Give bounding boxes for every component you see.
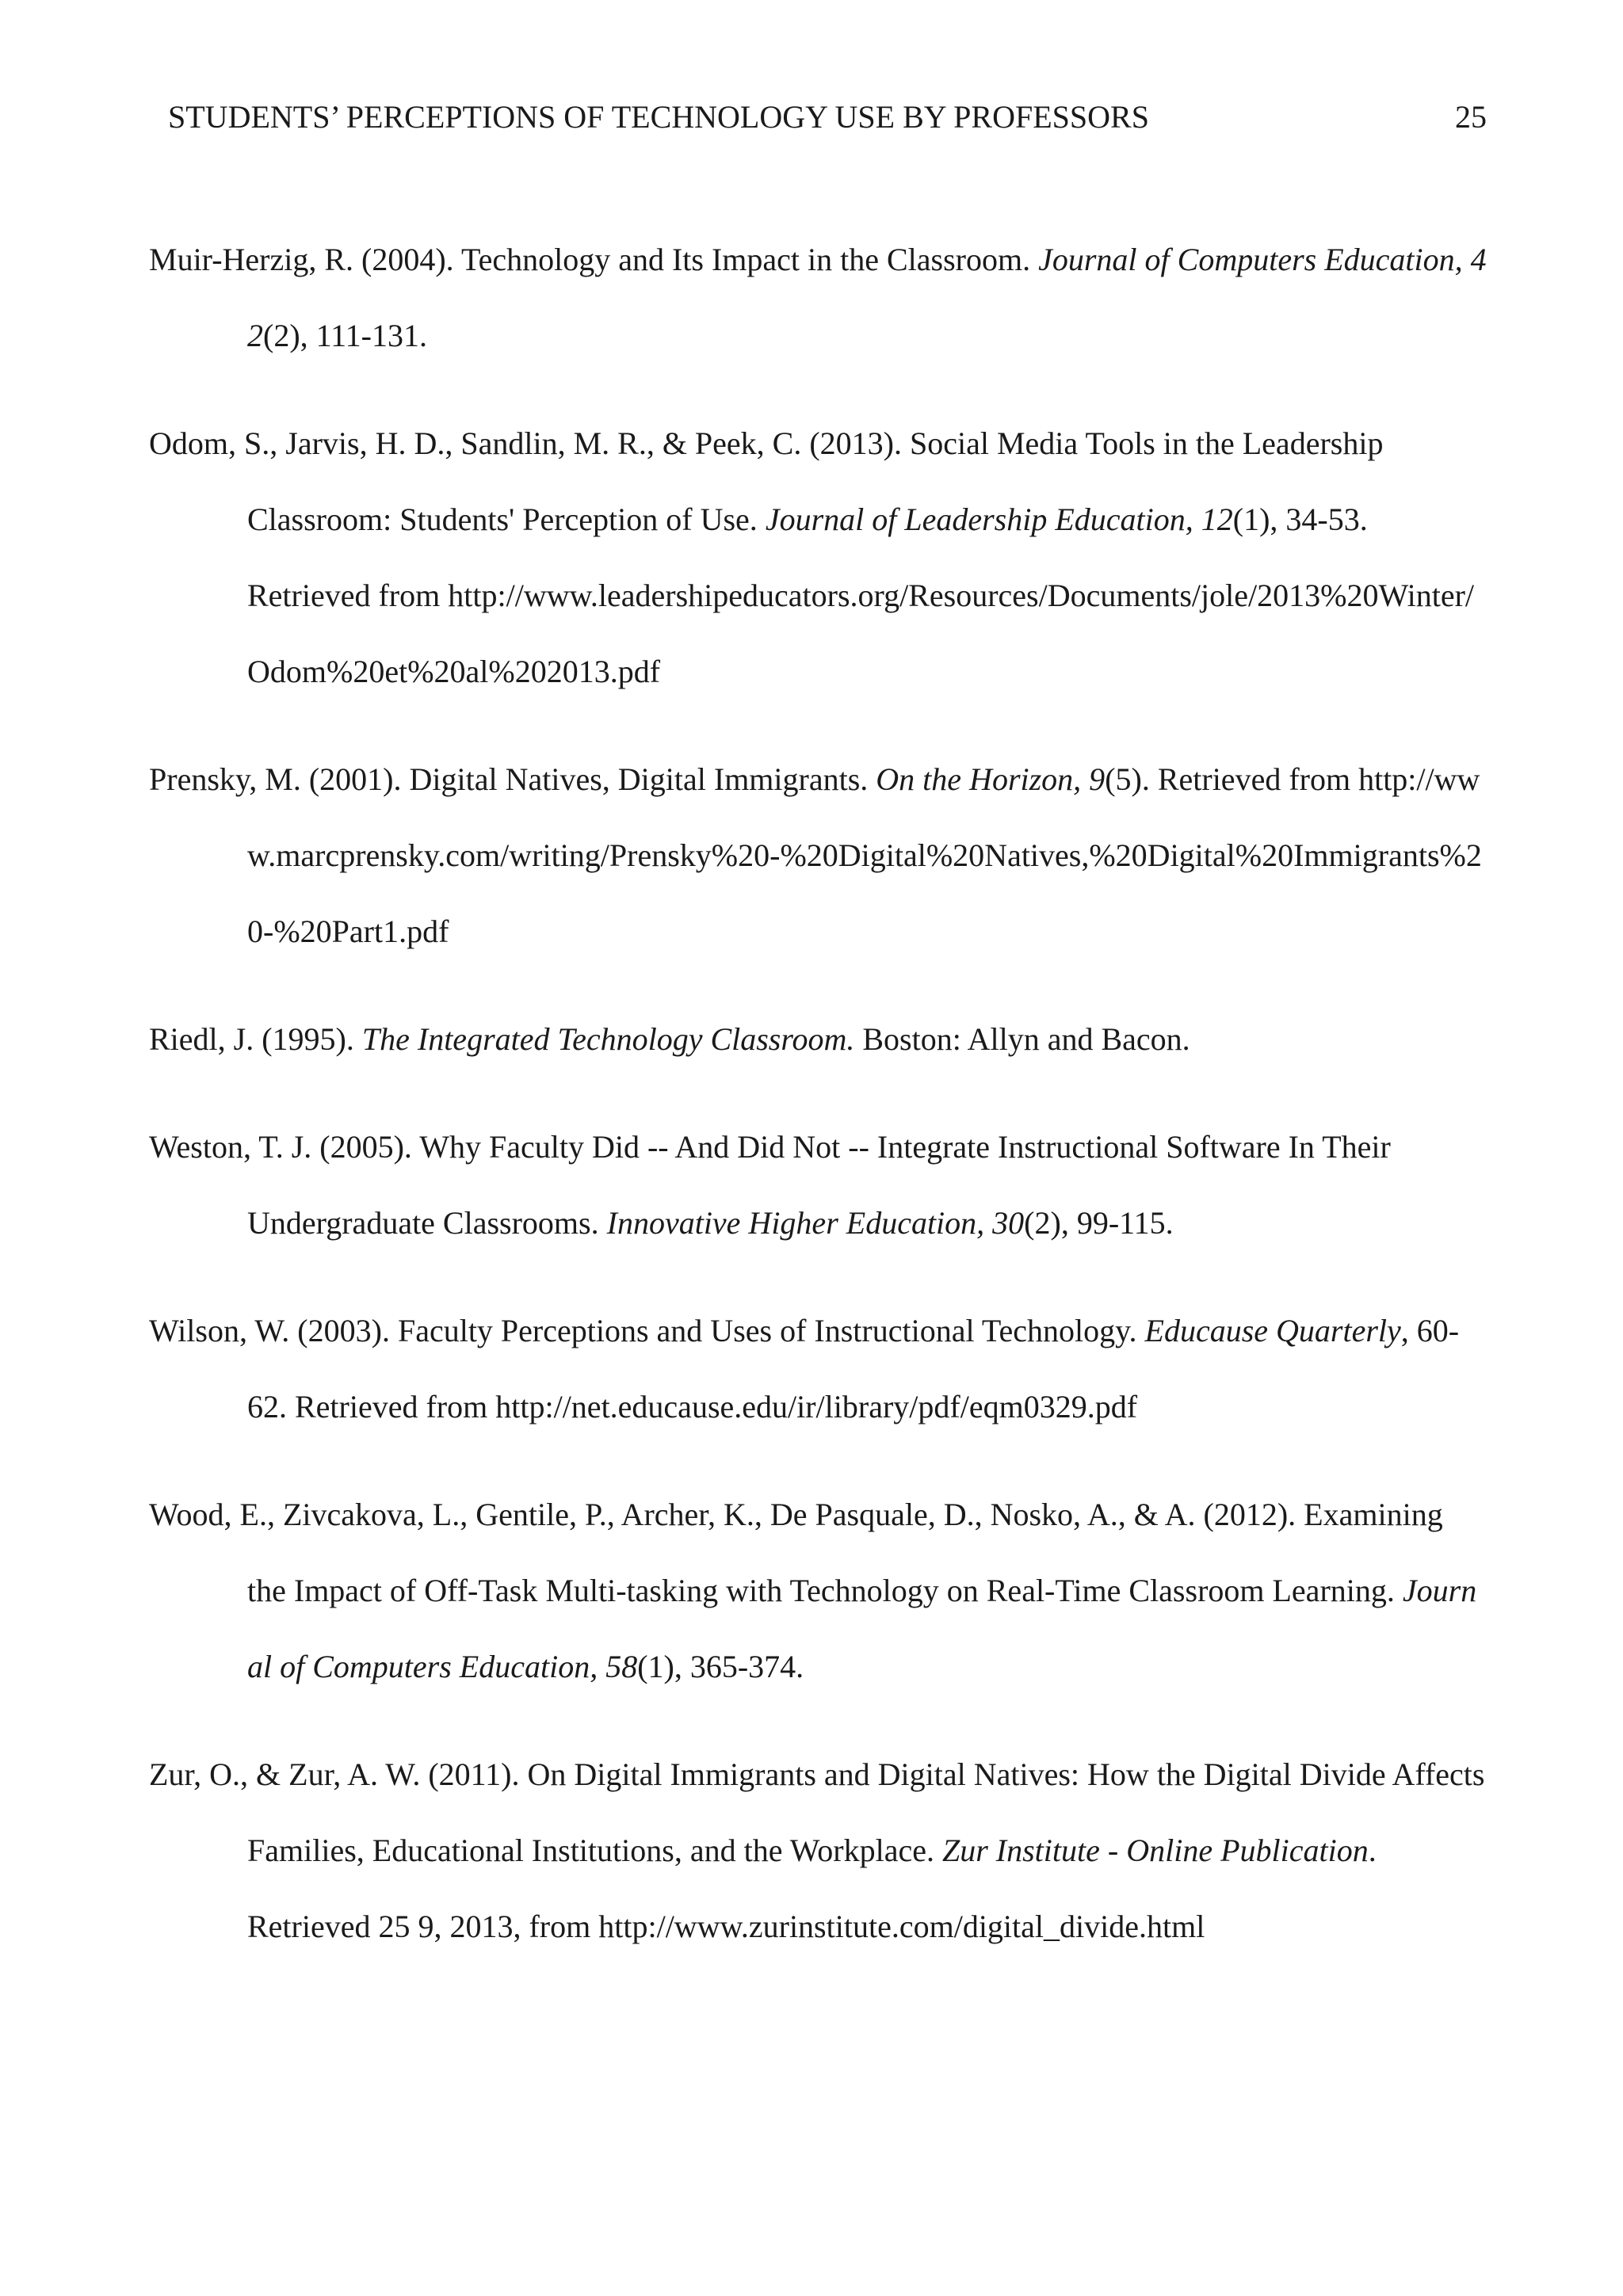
reference-source: Zur Institute - Online Publication <box>941 1833 1369 1868</box>
reference-source: The Integrated Technology Classroom. <box>361 1021 855 1057</box>
page-number: 25 <box>1455 99 1487 135</box>
reference-source: Journal of Leadership Education, 12 <box>765 502 1233 537</box>
reference-text: Odom, S., Jarvis, H. D., Sandlin, M. R., & Peek, C. (2013). Social Media Tools in the Leadership Classroom: Students' Perception of Use. <box>149 425 1384 537</box>
reference-source: Educause Quarterly <box>1144 1313 1401 1348</box>
reference-source: Innovative Higher Education, 30 <box>606 1205 1025 1241</box>
running-title: STUDENTS’ PERCEPTIONS OF TECHNOLOGY USE BY PROFESSORS <box>168 99 1149 135</box>
reference-zur <box>149 1737 1488 1965</box>
reference-details: (2), 99-115. <box>1024 1205 1174 1241</box>
reference-wood <box>149 1477 1488 1705</box>
reference-muir-herzig <box>149 222 1488 374</box>
reference-wilson <box>149 1293 1488 1445</box>
reference-odom <box>149 406 1488 710</box>
reference-weston <box>149 1109 1488 1261</box>
reference-details: . Retrieved 25 9, 2013, from http://www.zurinstitute.com/digital_divide.html <box>247 1833 1377 1944</box>
reference-text: Riedl, J. (1995). <box>149 1021 362 1057</box>
reference-details: (5). Retrieved from <box>1105 761 1359 797</box>
reference-details: Boston: Allyn and Bacon. <box>854 1021 1190 1057</box>
reference-details: (2), 111-131. <box>263 318 427 353</box>
running-head <box>168 98 1487 136</box>
reference-url: http://www.marcprensky.com/writing/Prensky%20-%20Digital%20Natives,%20Digital%20Immigrants%20-%20Part1.pdf <box>247 761 1482 949</box>
reference-details: , 60-62. Retrieved from http://net.educause.edu/ir/library/pdf/eqm0329.pdf <box>247 1313 1460 1425</box>
reference-source: On the Horizon, 9 <box>876 761 1106 797</box>
reference-details: (1), 365-374. <box>637 1649 804 1684</box>
reference-details: (1), 34-53. Retrieved from <box>247 502 1368 613</box>
reference-text: Weston, T. J. (2005). Why Faculty Did -- And Did Not -- Integrate Instructional Software In Their Undergraduate Classrooms. <box>149 1129 1391 1241</box>
reference-prensky <box>149 742 1488 970</box>
reference-source: Journal of Computers Education, 42 <box>247 242 1487 353</box>
reference-url: http://www.leadershipeducators.org/Resources/Documents/jole/2013%20Winter/Odom%20et%20al%202013.pdf <box>247 578 1475 689</box>
reference-list <box>149 190 1488 1993</box>
reference-text: Wood, E., Zivcakova, L., Gentile, P., Archer, K., De Pasquale, D., Nosko, A., & A. (2012). Examining the Impact of Off-Task Multi-tasking with Technology on Real-Time Classroom Learning. <box>149 1497 1443 1608</box>
reference-source: Journal of Computers Education, 58 <box>247 1573 1477 1684</box>
reference-riedl <box>149 1001 1488 1077</box>
reference-text: Muir-Herzig, R. (2004). Technology and Its Impact in the Classroom. <box>149 242 1039 277</box>
reference-text: Wilson, W. (2003). Faculty Perceptions and Uses of Instructional Technology. <box>149 1313 1145 1348</box>
reference-text: Zur, O., & Zur, A. W. (2011). On Digital Immigrants and Digital Natives: How the Digital Divide Affects Families, Educational Institutions, and the Workplace. <box>149 1756 1485 1868</box>
reference-text: Prensky, M. (2001). Digital Natives, Digital Immigrants. <box>149 761 876 797</box>
